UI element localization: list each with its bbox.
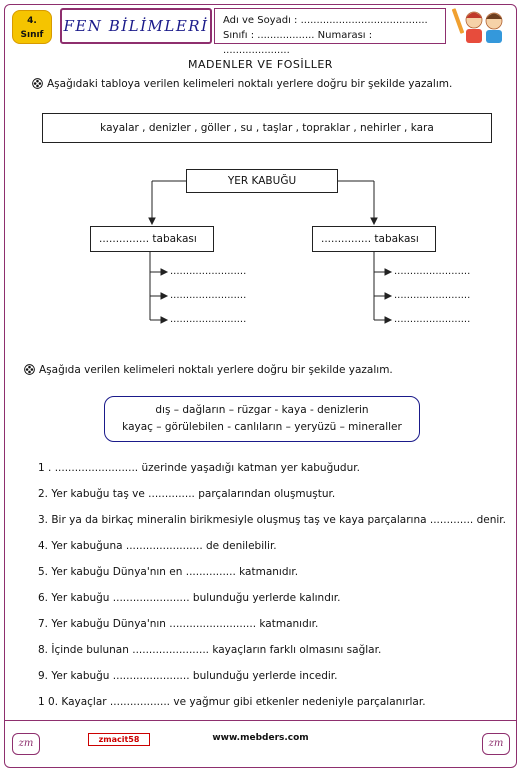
code-tag: zmacit58 — [88, 733, 150, 746]
instruction-2 — [24, 364, 393, 376]
subject-title: FEN BİLİMLERİ — [60, 8, 212, 44]
question-5[interactable]: 5. Yer kabuğu Dünya'nın en ............... katmanıdır. — [38, 566, 299, 578]
footer-divider — [4, 720, 517, 721]
instruction-2-text: Aşağıda verilen kelimeleri noktalı yerlere doğru bir şekilde yazalım. — [39, 364, 393, 376]
class-number-field[interactable]: Sınıfı : .................. Numarası : ..................... — [223, 30, 373, 56]
website-link[interactable]: www.mebders.com — [212, 733, 309, 743]
question-6[interactable]: 6. Yer kabuğu ....................... bulunduğu yerlerde kalındır. — [38, 592, 341, 604]
word-bank-2-line-2: kayaç – görülebilen - canlıların – yeryüzü – mineraller — [122, 421, 402, 433]
word-bank-2-line-1: dış – dağların – rüzgar - kaya - denizlerin — [155, 404, 369, 416]
root-node-yer-kabugu: YER KABUĞU — [186, 169, 338, 193]
question-8[interactable]: 8. İçinde bulunan ....................... kayaçların farklı olmasını sağlar. — [38, 644, 382, 656]
left-blank-1[interactable]: ........................ — [170, 266, 247, 277]
question-1[interactable]: 1 . ......................... üzerinde yaşadığı katman yer kabuğudur. — [38, 462, 360, 474]
word-bank-2 — [104, 396, 420, 442]
right-blank-3[interactable]: ........................ — [394, 314, 471, 325]
name-field[interactable]: Adı ve Soyadı : ........................................ — [223, 15, 428, 26]
kids-mascot-icon — [450, 4, 510, 46]
question-3[interactable]: 3. Bir ya da birkaç mineralin birikmesiyle oluşmuş taş ve kaya parçalarına ............. denir. — [38, 514, 506, 526]
grade-badge — [12, 10, 52, 44]
left-layer-blank[interactable]: ............... tabakası — [90, 226, 214, 252]
signature-left-logo: zm — [12, 733, 40, 755]
flower-bullet-icon — [32, 78, 43, 89]
left-blank-2[interactable]: ........................ — [170, 290, 247, 301]
question-4[interactable]: 4. Yer kabuğuna ....................... de denilebilir. — [38, 540, 277, 552]
right-blank-1[interactable]: ........................ — [394, 266, 471, 277]
student-info-box — [214, 8, 446, 56]
instruction-1 — [32, 78, 452, 90]
question-10[interactable]: 1 0. Kayaçlar .................. ve yağmur gibi etkenler nedeniyle parçalanırlar. — [38, 696, 426, 708]
instruction-1-text: Aşağıdaki tabloya verilen kelimeleri noktalı yerlere doğru bir şekilde yazalım. — [47, 78, 453, 90]
signature-right-logo: zm — [482, 733, 510, 755]
question-7[interactable]: 7. Yer kabuğu Dünya'nın .......................... katmanıdır. — [38, 618, 319, 630]
right-layer-blank[interactable]: ............... tabakası — [312, 226, 436, 252]
section-title: MADENLER VE FOSİLLER — [188, 58, 333, 71]
grade-number: 4. — [27, 16, 37, 26]
right-blank-2[interactable]: ........................ — [394, 290, 471, 301]
question-2[interactable]: 2. Yer kabuğu taş ve .............. parçalarından oluşmuştur. — [38, 488, 336, 500]
question-9[interactable]: 9. Yer kabuğu ....................... bulunduğu yerlerde incedir. — [38, 670, 338, 682]
flower-bullet-icon — [24, 364, 35, 375]
left-blank-3[interactable]: ........................ — [170, 314, 247, 325]
word-bank-1: kayalar , denizler , göller , su , taşlar , topraklar , nehirler , kara — [42, 113, 492, 143]
grade-label: Sınıf — [20, 30, 44, 40]
